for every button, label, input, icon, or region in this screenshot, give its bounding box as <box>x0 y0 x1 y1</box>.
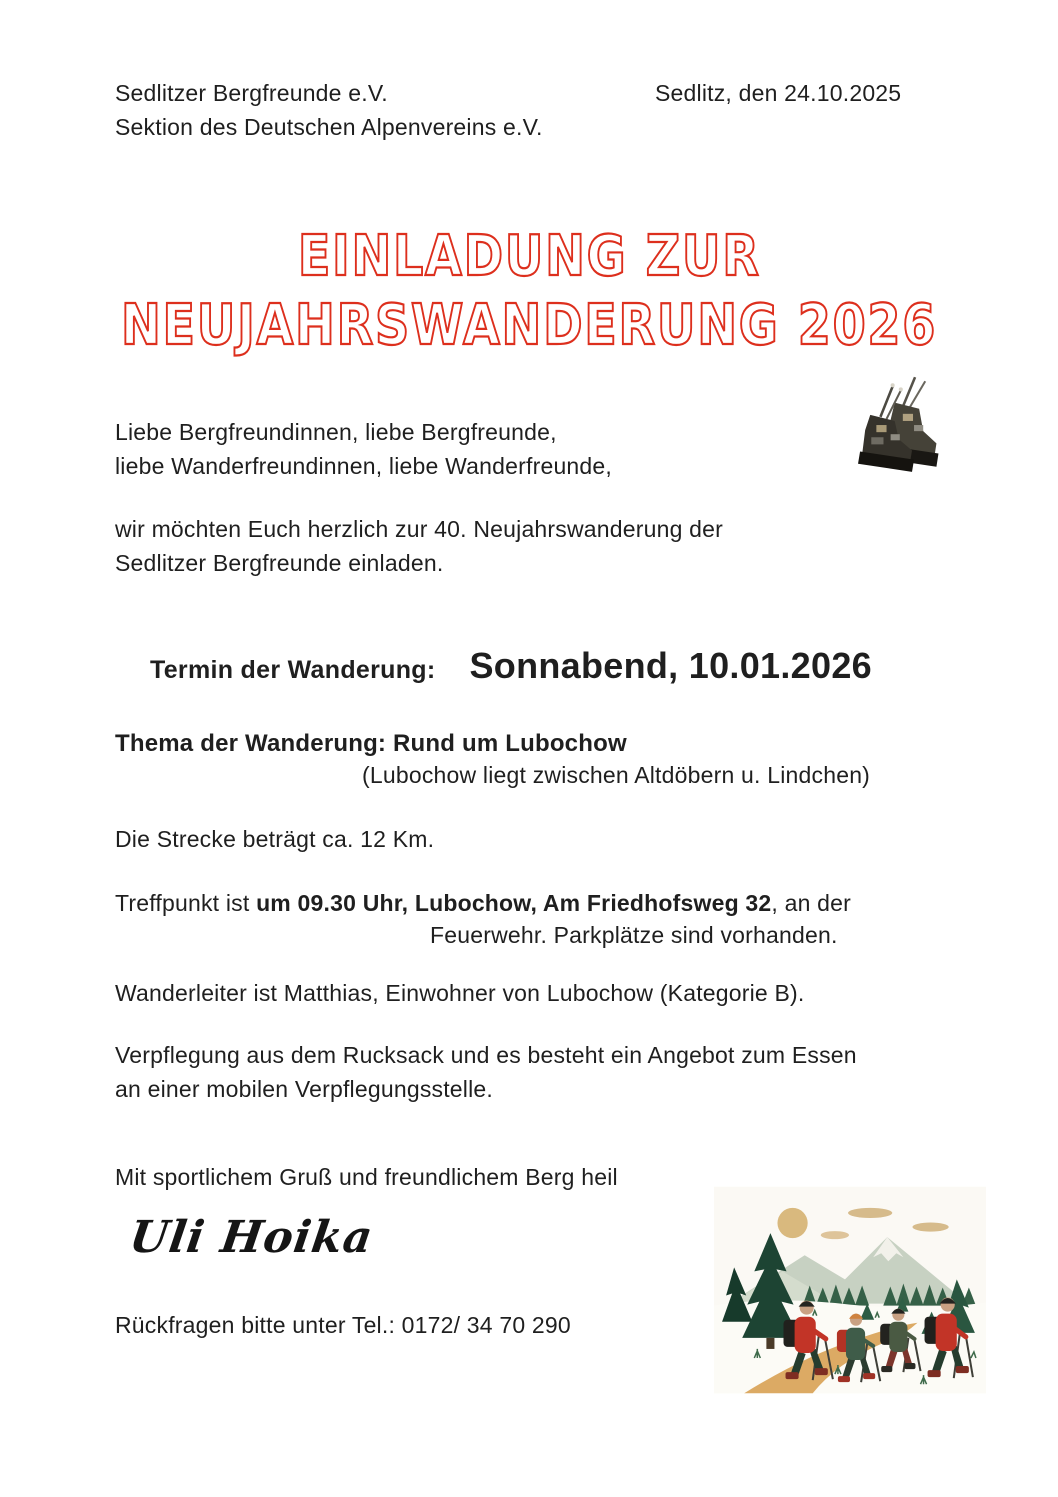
treffpunkt-suffix: , an der <box>771 890 852 916</box>
contact-line: Rückfragen bitte unter Tel.: 0172/ 34 70 290 <box>115 1312 571 1338</box>
verpflegung-line-2: an einer mobilen Verpflegungsstelle. <box>115 1076 493 1102</box>
sun <box>777 1208 807 1238</box>
greeting-line-2: liebe Wanderfreundinnen, liebe Wanderfreunde, <box>115 453 612 479</box>
hiking-boots-image <box>856 372 968 474</box>
strecke-line: Die Strecke beträgt ca. 12 Km. <box>115 826 435 852</box>
treffpunkt-line-2: Feuerwehr. Parkplätze sind vorhanden. <box>430 922 838 948</box>
treffpunkt-line-1 <box>115 886 851 920</box>
verpflegung-line-1: Verpflegung aus dem Rucksack und es besteht ein Angebot zum Essen <box>115 1042 857 1068</box>
greeting <box>115 415 612 483</box>
treffpunkt-bold: um 09.30 Uhr, Lubochow, Am Friedhofsweg 32 <box>256 890 772 916</box>
termin-row <box>150 645 872 687</box>
thema-label: Thema der Wanderung: Rund um Lubochow <box>115 730 627 757</box>
treffpunkt-prefix: Treffpunkt ist <box>115 890 257 916</box>
letter-title-line-1: EINLADUNG ZUR <box>297 224 761 289</box>
letter-title-line-2: NEUJAHRSWANDERUNG 2026 <box>120 293 938 358</box>
wanderleiter-line: Wanderleiter ist Matthias, Einwohner von Lubochow (Kategorie B). <box>115 980 805 1006</box>
intro-line-2: Sedlitzer Bergfreunde einladen. <box>115 550 444 576</box>
date-line: Sedlitz, den 24.10.2025 <box>655 80 902 106</box>
termin-label: Termin der Wanderung: <box>150 656 436 684</box>
greeting-line-1: Liebe Bergfreundinnen, liebe Bergfreunde, <box>115 419 557 445</box>
termin-value: Sonnabend, 10.01.2026 <box>469 645 872 686</box>
sender-line-1: Sedlitzer Bergfreunde e.V. <box>115 80 388 106</box>
intro-line-1: wir möchten Euch herzlich zur 40. Neujahrswanderung der <box>115 516 724 542</box>
winter-hiking-group-image <box>714 1186 986 1394</box>
intro-paragraph <box>115 512 723 580</box>
closing-greeting: Mit sportlichem Gruß und freundlichem Berg heil <box>115 1164 618 1190</box>
thema-note: (Lubochow liegt zwischen Altdöbern u. Lindchen) <box>362 762 871 788</box>
signature: Uli Hoika <box>126 1212 377 1263</box>
sender-line-2: Sektion des Deutschen Alpenvereins e.V. <box>115 114 543 140</box>
verpflegung-paragraph <box>115 1038 857 1106</box>
sender-block <box>115 76 543 144</box>
